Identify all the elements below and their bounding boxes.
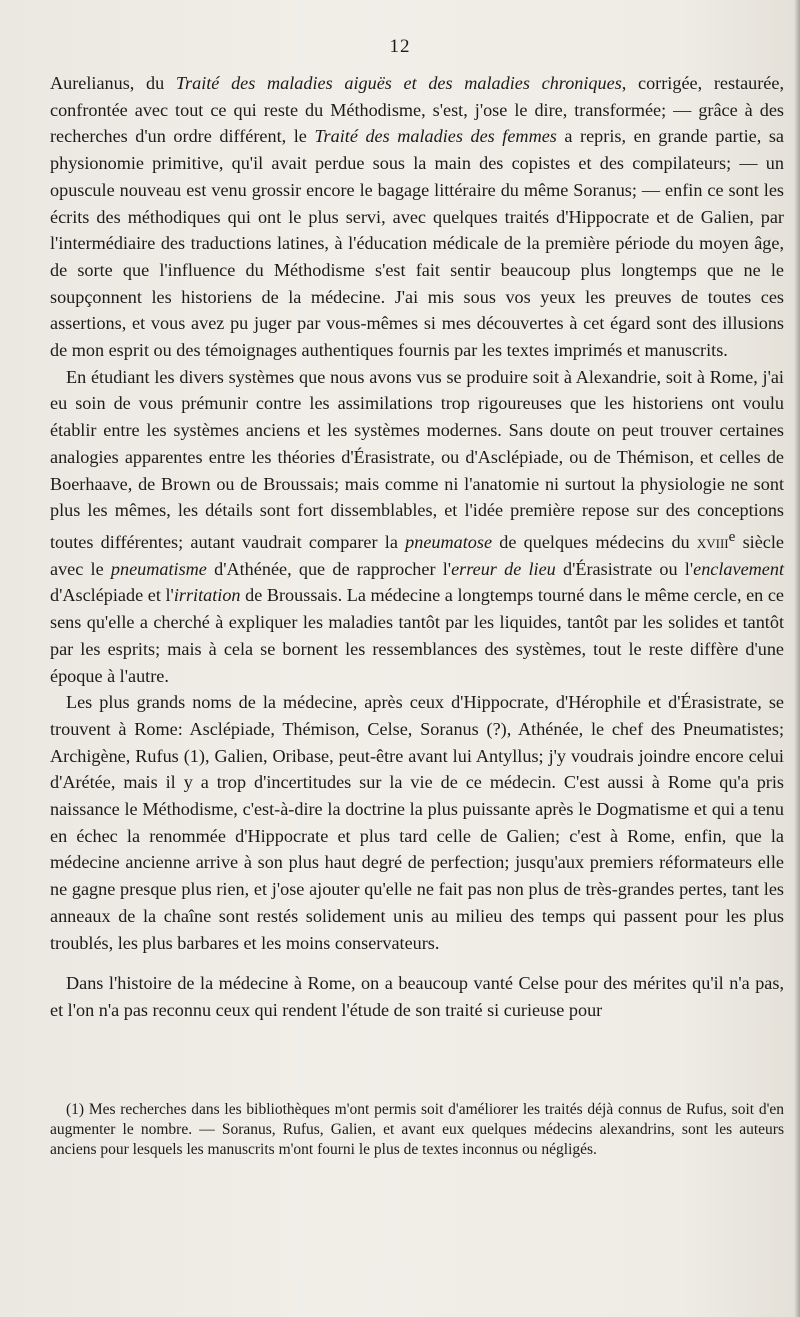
paragraph-1 [50,70,784,364]
page-spine-shadow [794,0,800,1317]
text-run: , corrigée, restaurée, confrontée avec tout ce qui reste du Méthodisme, s'est, j'ose le dire, transformée; — grâce à des recherches d'un ordre différent, le [50,73,784,147]
main-text [50,70,784,1024]
text-run: Aurelianus, du [50,73,176,93]
italic-term: pneumatose [405,532,493,553]
footnote [50,1100,784,1160]
text-run: de Broussais. La médecine a longtemps tourné dans le même cercle, en ce sens qu'elle a cherché à expliquer les maladies tantôt par les liquides, tantôt par les solides et tantôt par les esprits; mais à cela se bornent les ressemblances des systèmes, tout le reste diffère d'une époque à l'autre. [50,585,785,686]
text-run: siècle avec le [50,532,785,579]
italic-term: erreur de lieu [451,558,556,579]
italic-term: irritation [173,585,241,606]
century-numeral: xviii [696,532,729,553]
italic-title: Traité des maladies aiguës et des maladies chroniques [175,73,622,93]
text-run: Dans l'histoire de la médecine à Rome, on a beaucoup vanté Celse pour des mérites qu'il n'a pas, et l'on n'a pas reconnu ceux qui rendent l'étude de son traité si curieuse pour [50,973,784,1020]
paragraph-3 [50,689,784,956]
footnote-text: (1) Mes recherches dans les bibliothèques m'ont permis soit d'améliorer les traités déjà connus de Rufus, soit d'en augmenter le nombre. — Soranus, Rufus, Galien, et avant eux quelques médecins alexandrins, sont les auteurs anciens pour lesquels les manuscrits m'ont fourni le plus de textes inconnus ou négligés. [50,1101,784,1158]
text-run: d'Érasistrate ou l' [555,558,694,579]
paragraph-4 [50,970,784,1023]
text-run: a repris, en grande partie, sa physionomie primitive, qu'il avait perdue sous la main des copistes et des compilateurs; — un opuscule nouveau est venu grossir encore le bagage littéraire du même Soranus; — enfin ce sont les écrits des méthodiques qui ont le plus servi, avec quelques traités d'Hippocrate et de Galien, par l'intermédiaire des traductions latines, à l'éducation médicale de la première période du moyen âge, de sorte que l'influence du Méthodisme s'est fait sentir beaucoup plus longtemps que ne le soupçonnent les historiens de la médecine. J'ai mis sous vos yeux les preuves de toutes ces assertions, et vous avez pu juger par vous-mêmes si mes découvertes à cet égard sont des illusions de mon esprit ou des témoignages authentiques fournis par les textes imprimés et manuscrits. [50,126,785,361]
text-run: d'Athénée, que de rapprocher l' [206,558,452,579]
text-run: En étudiant les divers systèmes que nous avons vus se produire soit à Alexandrie, soit à Rome, j'ai eu soin de vous prémunir contre les assimilations trop rigoureuses que les historiens ont voulu établir entre les systèmes anciens et les systèmes modernes. Sans doute on peut trouver certaines analogies apparentes entre les théories d'Érasistrate, ou d'Asclépiade, ou de Thémison, et celles de Boerhaave, de Brown ou de Broussais; mais comme ni l'anatomie ni surtout la physiologie ne sont plus les mêmes, les détails sont fort dissemblables, et l'idée première repose sur des conceptions toutes différentes; autant vaudrait comparer la [50,366,784,553]
italic-term: enclavement [693,558,785,579]
page-number: 12 [389,36,411,57]
text-run: Les plus grands noms de la médecine, après ceux d'Hippocrate, d'Hérophile et d'Érasistrate, se trouvent à Rome: Asclépiade, Thémison, Celse, Soranus (?), Athénée, le chef des Pneumatistes; Archigène, Rufus (1), Galien, Oribase, peut-être avant lui Antyllus; j'y voudrais joindre encore celui d'Arétée, mais il y a trop d'incertitudes sur la vie de ce médecin. C'est aussi à Rome qu'a pris naissance le Méthodisme, c'est-à-dire la doctrine la plus puissante après le Dogmatisme et qui a tenu en échec la renommée d'Hippocrate et plus tard celle de Galien; c'est à Rome, enfin, que la médecine ancienne arrive à son plus haut degré de perfection; jusqu'aux premiers réformateurs elle ne gagne presque plus rien, et j'ose ajouter qu'elle ne fait pas non plus de très-grandes pertes, tant les anneaux de la chaîne sont restés solidement unis au milieu des temps qui passent pour les plus troublés, les plus barbares et les moins conservateurs. [50,692,784,953]
text-run: de quelques médecins du [492,532,697,553]
italic-term: pneumatisme [110,558,207,579]
text-run: d'Asclépiade et l' [50,585,174,606]
paragraph-2 [50,364,784,690]
century-suffix: e [728,527,736,545]
italic-title: Traité des maladies des femmes [314,126,557,147]
